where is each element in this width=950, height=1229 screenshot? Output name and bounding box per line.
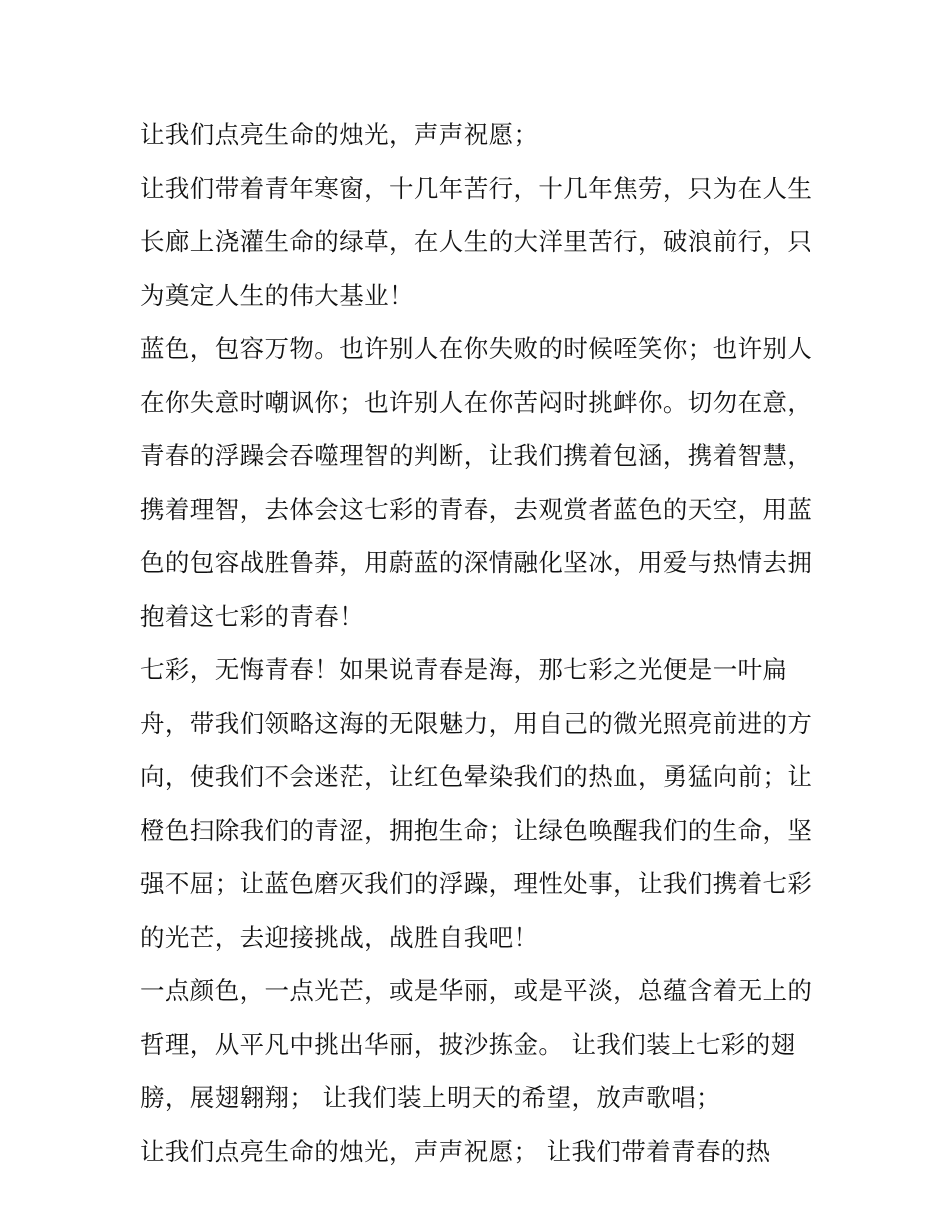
text-line: 长廊上浇灌生命的绿草，在人生的大洋里苦行，破浪前行，只 [140, 227, 813, 256]
text-line: 青春的浮躁会吞噬理智的判断，让我们携着包涵，携着智慧， [140, 441, 813, 470]
text-line: 哲理，从平凡中挑出华丽，披沙拣金。 让我们装上七彩的翅 [140, 1029, 796, 1059]
text-line: 向，使我们不会迷茫，让红色晕染我们的热血，勇猛向前；让 [140, 762, 813, 791]
text-line: 一点颜色，一点光芒，或是华丽，或是平淡，总蕴含着无上的 [140, 976, 813, 1005]
text-line: 在你失意时嘲讽你；也许别人在你苦闷时挑衅你。切勿在意， [140, 387, 813, 417]
text-line: 蓝色，包容万物。也许别人在你失败的时候咥笑你；也许别人 [140, 334, 813, 363]
text-line: 强不屈；让蓝色磨灭我们的浮躁，理性处事，让我们携着七彩 [140, 869, 813, 898]
text-line: 膀，展翅翱翔； 让我们装上明天的希望，放声歌唱； [140, 1083, 721, 1112]
text-line: 携着理智，去体会这七彩的青春，去观赏者蓝色的天空，用蓝 [140, 494, 813, 524]
text-line: 抱着这七彩的青春！ [140, 601, 365, 631]
text-line: 让我们点亮生命的烛光，声声祝愿； 让我们带着青春的热 [140, 1136, 771, 1166]
document-body [140, 108, 820, 1178]
text-line: 让我们带着青年寒窗，十几年苦行，十几年焦劳，只为在人生 [140, 173, 813, 203]
text-line: 舟，带我们领略这海的无限魅力，用自己的微光照亮前进的方 [140, 708, 813, 738]
text-line: 七彩，无悔青春！如果说青春是海，那七彩之光便是一叶扁 [140, 655, 788, 684]
text-line: 橙色扫除我们的青涩，拥抱生命；让绿色唤醒我们的生命，坚 [140, 815, 813, 845]
text-line: 的光芒，去迎接挑战，战胜自我吧！ [140, 922, 539, 952]
text-line: 让我们点亮生命的烛光，声声祝愿； [140, 120, 539, 149]
text-line: 为奠定人生的伟大基业！ [140, 280, 414, 310]
text-line: 色的包容战胜鲁莽，用蔚蓝的深情融化坚冰，用爱与热情去拥 [140, 548, 813, 577]
